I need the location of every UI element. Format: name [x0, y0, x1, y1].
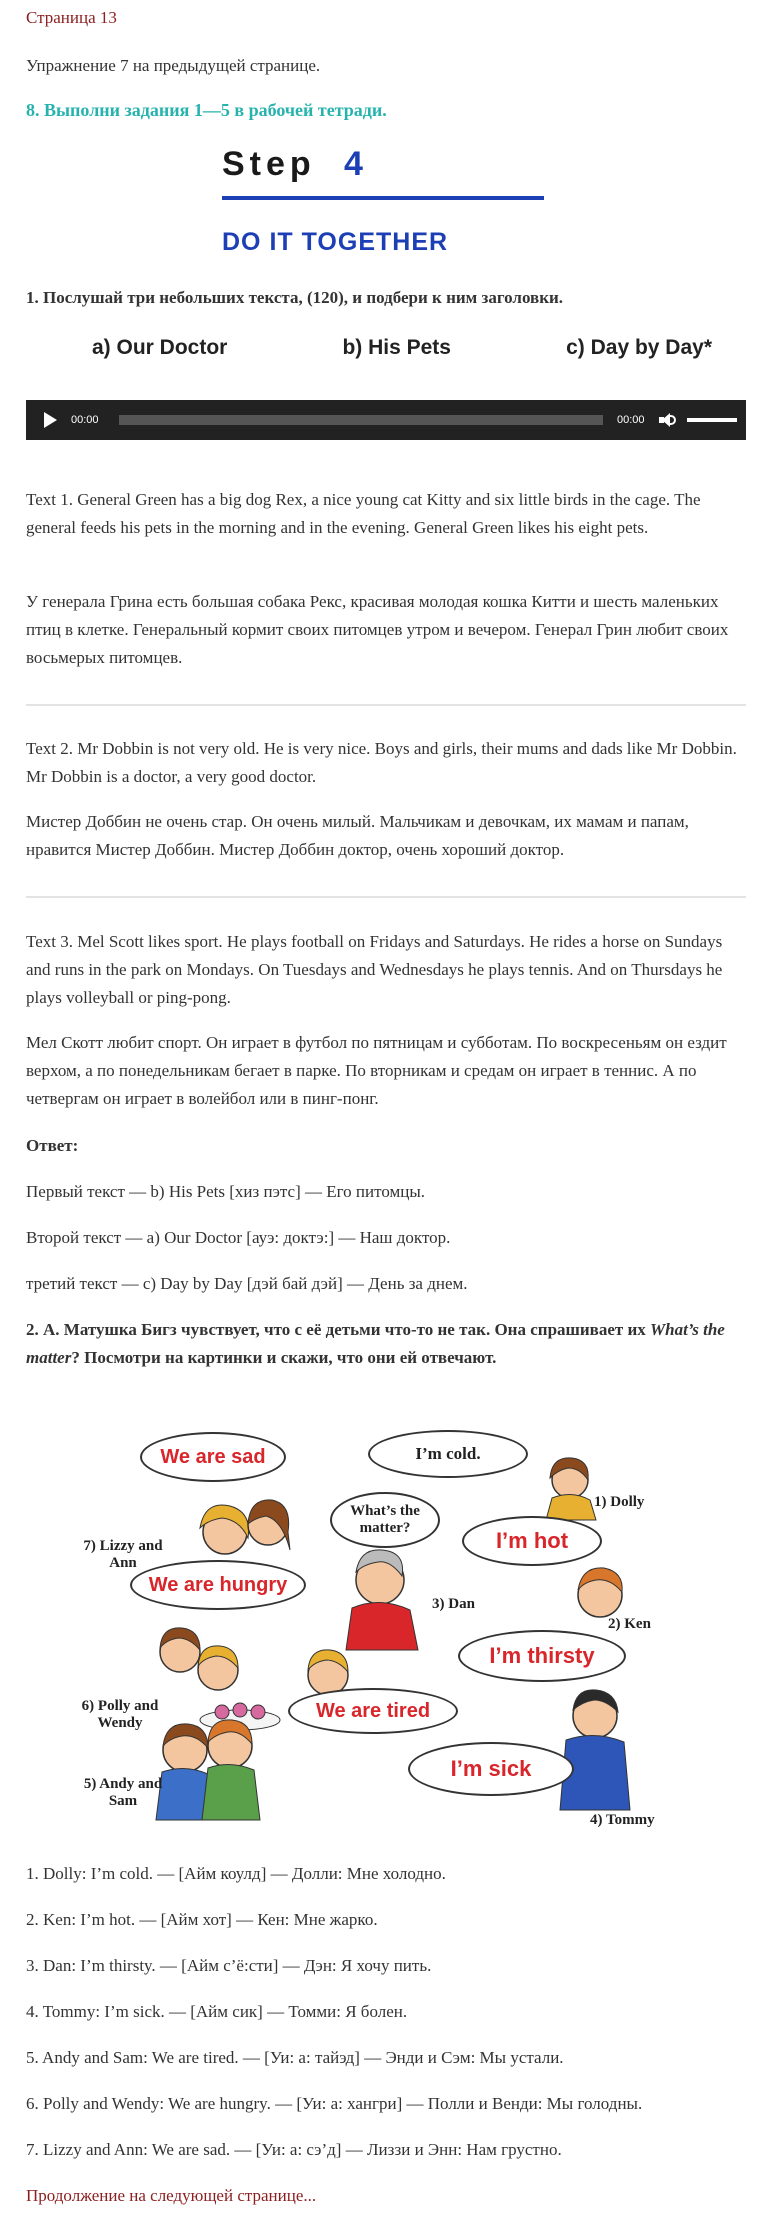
volume-icon[interactable]	[659, 412, 677, 428]
separator	[26, 704, 746, 706]
characters-drawing	[90, 1420, 690, 1830]
task2-heading	[26, 1316, 746, 1372]
bubble-im-cold: I’m cold.	[368, 1430, 528, 1478]
label-polly-wendy: 6) Polly and Wendy	[81, 1698, 159, 1731]
response-line: 3. Dan: I’m thirsty. — [Айм с’ё:сти] — Дэн: Я хочу пить.	[26, 1956, 432, 1975]
answer-label: Ответ:	[26, 1136, 79, 1155]
response-line: 6. Polly and Wendy: We are hungry. — [Уи: а: хангри] — Полли и Венди: Мы голодны.	[26, 2094, 643, 2113]
next-page-link[interactable]: Продолжение на следующей странице...	[26, 2186, 317, 2205]
label-tommy: 4) Tommy	[590, 1812, 655, 1828]
task1-heading: 1. Послушай три небольших текста, (120), и подбери к ним заголовки.	[26, 288, 564, 307]
label-ken: 2) Ken	[608, 1616, 651, 1632]
response-line: 7. Lizzy and Ann: We are sad. — [Уи: а: сэ’д] — Лиззи и Энн: Нам грустно.	[26, 2140, 562, 2159]
task2-heading-part2: ? Посмотри на картинки и скажи, что они ей отвечают.	[71, 1348, 497, 1367]
intro-text: Упражнение 7 на предыдущей странице.	[26, 56, 321, 75]
answer-line: третий текст — c) Day by Day [дэй бай дэй] — День за днем.	[26, 1274, 468, 1293]
task2-heading-em: What’s the matter	[26, 1320, 725, 1367]
label-lizzy-ann: 7) Lizzy and Ann	[83, 1538, 163, 1571]
bubble-whats-the-matter: What’s the matter?	[330, 1492, 440, 1548]
label-dolly: 1) Dolly	[594, 1494, 645, 1510]
text1-russian: У генерала Грина есть большая собака Рекс, красивая молодая кошка Китти и шесть маленьких птиц в клетке. Генеральный кормит своих питомцев утром и вечером. Генерал Грин любит своих восьмерых питомцев.	[26, 592, 729, 667]
characters-illustration	[81, 1420, 690, 1830]
step-word: Step	[222, 145, 316, 183]
bubble-im-thirsty: I’m thirsty	[458, 1630, 626, 1682]
text3-russian: Мел Скотт любит спорт. Он играет в футбол по пятницам и субботам. По воскресеньям он ездит верхом, а по понедельникам бегает в парке. По вторникам и средам он играет в теннис. А по четвергам он играет в волейбол или в пинг-понг.	[26, 1033, 727, 1108]
duration-time: 00:00	[617, 414, 645, 426]
response-line: 2. Ken: I’m hot. — [Айм хот] — Кен: Мне жарко.	[26, 1910, 378, 1929]
option-c: c) Day by Day*	[566, 336, 712, 359]
task8-heading: 8. Выполни задания 1—5 в рабочей тетради.	[26, 100, 387, 120]
step-underline	[222, 196, 544, 200]
prev-page-link[interactable]: Страница 13	[26, 8, 117, 27]
bubble-im-hot: I’m hot	[462, 1516, 602, 1566]
audio-player	[26, 400, 746, 440]
step-banner	[222, 145, 572, 270]
title-options	[92, 334, 712, 362]
text3-english: Text 3. Mel Scott likes sport. He plays football on Fridays and Saturdays. He rides a horse on Sundays and runs in the park on Mondays. On Tuesdays and Wednesdays he plays tennis. And on Thursdays he plays volleyball or ping-pong.	[26, 932, 723, 1007]
response-line: 1. Dolly: I’m cold. — [Айм коулд] — Долли: Мне холодно.	[26, 1864, 446, 1883]
bubble-im-sick: I’m sick	[408, 1742, 574, 1796]
response-line: 5. Andy and Sam: We are tired. — [Уи: а: тайэд] — Энди и Сэм: Мы устали.	[26, 2048, 564, 2067]
text2-russian: Мистер Доббин не очень стар. Он очень милый. Мальчикам и девочкам, их мамам и папам, нравится Мистер Доббин. Мистер Доббин доктор, очень хороший доктор.	[26, 812, 689, 859]
label-andy-sam: 5) Andy and Sam	[83, 1776, 163, 1809]
answer-line: Первый текст — b) His Pets [хиз пэтс] — Его питомцы.	[26, 1182, 426, 1201]
label-dan: 3) Dan	[432, 1596, 475, 1612]
text2-english: Text 2. Mr Dobbin is not very old. He is very nice. Boys and girls, their mums and dads like Mr Dobbin. Mr Dobbin is a doctor, a very good doctor.	[26, 739, 737, 786]
option-a: a) Our Doctor	[92, 336, 228, 359]
task2-heading-part1: 2. А. Матушка Бигз чувствует, что с её детьми что-то не так. Она спрашивает их	[26, 1320, 651, 1339]
volume-slider[interactable]	[687, 418, 737, 422]
bubble-we-are-tired: We are tired	[288, 1688, 458, 1734]
do-it-together-heading: DO IT TOGETHER	[222, 228, 449, 256]
separator	[26, 896, 746, 898]
step-number: 4	[344, 145, 363, 183]
option-b: b) His Pets	[342, 336, 451, 359]
bubble-we-are-sad: We are sad	[140, 1432, 286, 1482]
bubble-we-are-hungry: We are hungry	[130, 1560, 306, 1610]
response-line: 4. Tommy: I’m sick. — [Айм сик] — Томми: Я болен.	[26, 2002, 408, 2021]
answer-line: Второй текст — a) Our Doctor [ауэ: доктэ:] — Наш доктор.	[26, 1228, 451, 1247]
text1-english: Text 1. General Green has a big dog Rex, a nice young cat Kitty and six little birds in the cage. The general feeds his pets in the morning and in the evening. General Green likes his eight pets.	[26, 490, 701, 537]
current-time: 00:00	[71, 414, 99, 426]
play-icon[interactable]	[44, 412, 57, 428]
progress-track[interactable]	[119, 415, 603, 425]
